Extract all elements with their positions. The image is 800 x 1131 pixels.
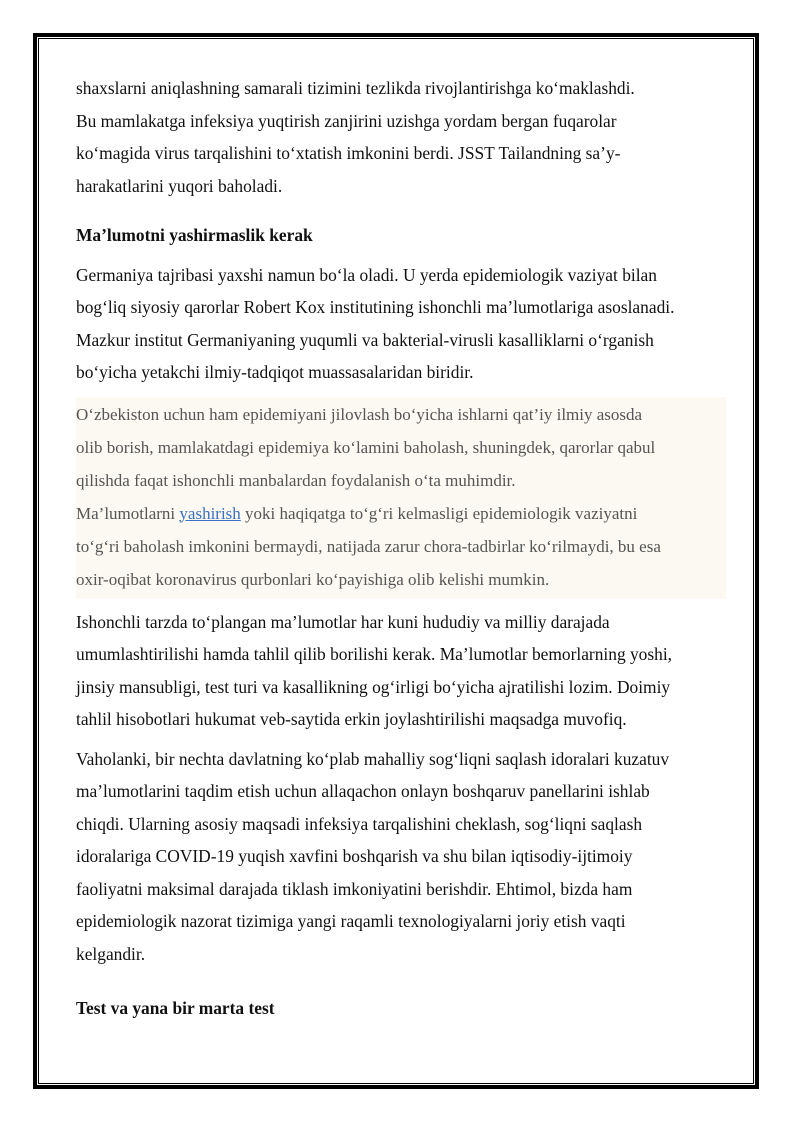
paragraph-intro: shaxslarni aniqlashning samarali tizimini tezlikda rivojlantirishga ko‘maklashdi. Bu mamlakatga infeksiya yuqtirish zanjirini uzishga yordam bergan fuqarolar ko‘magida virus tarqalishini to‘xtatish imkonini berdi. JSST Tailandning sa’y- harakatlarini yuqori baholadi. (76, 78, 635, 196)
paragraph-dashboards: Vaholanki, bir nechta davlatning ko‘plab mahalliy sog‘liqni saqlash idoralari kuzatuv ma’lumotlarini taqdim etish uchun allaqachon onlayn boshqaruv panellarini ishlab chiqdi. Ularning asosiy maqsadi infeksiya tarqalishini cheklash, sog‘liqni saqlash idoralariga COVID-19 yuqish xavfini boshqarish va shu bilan iqtisodiy-ijtimoiy faoliyatni maksimal darajada tiklash imkoniyatini berishdir. Ehtimol, bizda ham epidemiologik nazorat tizimiga yangi raqamli texnologiyalarni joriy etish vaqti kelgandir. (76, 748, 670, 964)
paragraph-reliable-data: Ishonchli tarzda to‘plangan ma’lumotlar har kuni hududiy va milliy darajada umumlashtirilishi hamda tahlil qilib borilishi kerak. Ma’lumotlar bemorlarning yoshi, jinsiy mansubligi, test turi va kasallikning og‘irligi bo‘yicha ajratilishi lozim. Doimiy tahlil hisobotlari hukumat veb-saytida erkin joylashtirilishi maqsadga muvofiq. (76, 611, 673, 729)
highlighted-quote: O‘zbekiston uchun ham epidemiyani jilovlash bo‘yicha ishlarni qat’iy ilmiy asosda olib borish, mamlakatdagi epidemiya ko‘lamini baholash, shuningdek, qarorlar qabul qilishda faqat ishonchli manbalardan foydalanish o‘ta muhimdir. Ma’lumotlarni yashirish yoki haqiqatga to‘g‘ri kelmasligi epidemiologik vaziyatni to‘g‘ri baholash imkonini bermaydi, natijada zarur chora-tadbirlar ko‘rilmaydi, bu esa oxir-oqibat koronavirus qurbonlari ko‘payishiga olib kelishi mumkin. (76, 397, 726, 599)
paragraph-germany: Germaniya tajribasi yaxshi namun bo‘la oladi. U yerda epidemiologik vaziyat bilan bog‘liq siyosiy qarorlar Robert Kox institutining ishonchli ma’lumotlariga asoslanadi. Mazkur institut Germaniyaning yuqumli va bakterial-virusli kasalliklarni o‘rganish bo‘yicha yetakchi ilmiy-tadqiqot muassasalaridan biridir. (76, 264, 675, 382)
section-heading-1: Ma’lumotni yashirmaslik kerak (76, 225, 313, 245)
document-body (76, 72, 726, 1025)
section-heading-2: Test va yana bir marta test (76, 998, 275, 1018)
yashirish-link[interactable]: yashirish (179, 503, 241, 523)
